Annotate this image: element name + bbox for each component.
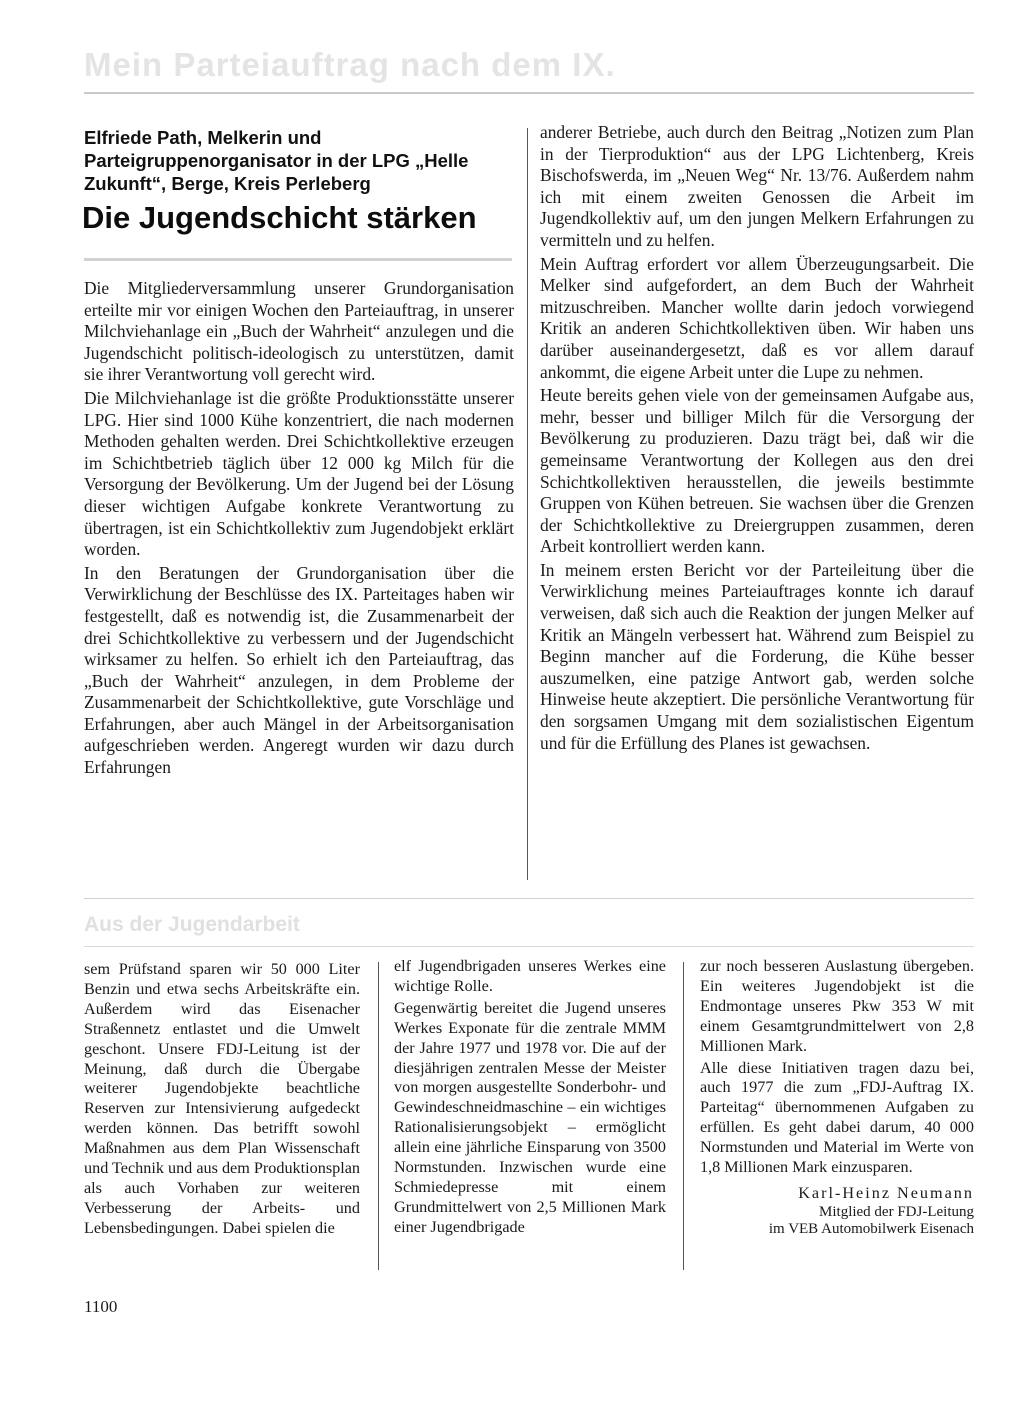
- header-divider: [84, 92, 974, 94]
- section-paragraph: elf Jugendbrigaden unseres Werkes eine wichtige Rolle.: [394, 957, 666, 995]
- section-column-1: [84, 960, 360, 1241]
- section-column-3: [700, 957, 974, 1238]
- section-title: Aus der Jugendarbeit: [84, 913, 300, 936]
- running-header-title: Mein Parteiauftrag nach dem IX.: [84, 46, 616, 83]
- article-author-line: Elfriede Path, Melkerin und Parteigruppenorganisator in der LPG „Helle Zukunft“, Berge, Kreis Perleberg: [84, 127, 469, 194]
- article-paragraph: Die Mitgliederversammlung unserer Grundorganisation erteilte mir vor einigen Wochen den Parteiauftrag, in unserer Milchviehanlage ein „Buch der Wahrheit“ anzulegen und die Jugendschicht politisch-ideologisch zu unterstützen, damit sie ihrer Verantwortung voll gerecht wird.: [84, 278, 514, 385]
- column-divider: [378, 962, 379, 1270]
- article-paragraph: Heute bereits gehen viele von der gemeinsamen Aufgabe aus, mehr, besser und billiger Milch für die Versorgung der Bevölkerung zu produzieren. Dazu trägt bei, daß wir die gemeinsame Verantwortung der Kollegen aus den drei Schichtkollektiven herausstellen, die jeweils bestimmte Gruppen von Kühen betreuen. Sie wachsen über die Grenzen der Schichtkollektive zu Dreiergruppen zusammen, deren Arbeit kontrolliert werden kann.: [540, 385, 974, 557]
- article-paragraph: Mein Auftrag erfordert vor allem Überzeugungsarbeit. Die Melker sind aufgefordert, an dem Buch der Wahrheit mitzuschreiben. Mancher wollte darin jedoch vorwiegend Kritik an anderen Schichtkollektiven üben. Wir haben uns darüber auseinandergesetzt, daß es vor allem darauf ankommt, die eigene Arbeit unter die Lupe zu nehmen.: [540, 253, 974, 382]
- article-paragraph: Die Milchviehanlage ist die größte Produktionsstätte unserer LPG. Hier sind 1000 Kühe konzentriert, die nach modernen Methoden gehalten werden. Drei Schichtkollektive erzeugen im Schichtbetrieb täglich über 12 000 kg Milch für die Versorgung der Bevölkerung. Um der Jugend bei der Lösung dieser wichtigen Aufgabe konkrete Verantwortung zu übertragen, ist ein Schichtkollektiv zum Jugendobjekt erklärt worden.: [84, 387, 514, 560]
- page-number: 1100: [84, 1297, 118, 1316]
- article-right-column: [540, 122, 974, 756]
- article-paragraph: In meinem ersten Bericht vor der Parteileitung über die Verwirklichung meines Parteiauftrages konnte ich darauf verweisen, daß sich auch die Reaktion der jungen Melker auf Kritik an Mängeln verbessert hat. Während zum Beispiel zu Beginn mancher auf die Forderung, die Kühe besser auszumelken, eine patzige Antwort gab, werden solche Hinweise heute akzeptiert. Die persönliche Verantwortung für den sorgsamen Umgang mit dem sozialistischen Eigentum und für die Erfüllung des Planes ist gewachsen.: [540, 559, 974, 753]
- section-paragraph: sem Prüfstand sparen wir 50 000 Liter Benzin und etwa sechs Arbeitskräfte ein. Außerdem wird das Eisenacher Straßennetz entlastet und die Umwelt geschont. Unsere FDJ-Leitung ist der Meinung, daß durch die Übergabe weiterer Jugendobjekte beachtliche Reserven zur Intensivierung aufgedeckt werden können. Das betrifft sowohl Maßnahmen aus dem Plan Wissenschaft und Technik und aus dem Produktionsplan als auch Vorhaben zur weiteren Verbesserung der Arbeits- und Lebensbedingungen. Dabei spielen die: [84, 960, 360, 1237]
- column-divider: [683, 962, 684, 1270]
- article-paragraph: anderer Betriebe, auch durch den Beitrag „Notizen zum Plan in der Tierproduktion“ aus der LPG Lichtenberg, Kreis Bischofswerda, im „Neuen Weg“ Nr. 13/76. Außerdem nahm ich mit einem zweiten Genossen die Arbeit im Jugendkollektiv auf, um den jungen Melkern Erfahrungen zu vermitteln und zu helfen.: [540, 122, 974, 250]
- article-left-column: [84, 278, 514, 781]
- headline-divider: [84, 258, 512, 261]
- section-divider: [84, 898, 974, 899]
- signature-role: im VEB Automobilwerk Eisenach: [768, 1220, 974, 1237]
- section-paragraph: Alle diese Initiativen tragen dazu bei, auch 1977 die zum „FDJ-Auftrag IX. Parteitag“ übernommenen Aufgaben zu erfüllen. Es geht dabei darum, 40 000 Normstunden und Material im Werte von 1,8 Millionen Mark einzusparen.: [700, 1058, 974, 1177]
- signature-name: Karl-Heinz Neumann: [798, 1183, 974, 1202]
- section-paragraph: Gegenwärtig bereitet die Jugend unseres Werkes Exponate für die zentrale MMM der Jahre 1977 und 1978 vor. Die auf der diesjährigen zentralen Messe der Meister von morgen ausgestellte Sonderbohr- und Gewindeschneidmaschine – ein wichtiges Rationalisierungsobjekt – ermöglicht allein eine jährliche Einsparung von 3500 Normstunden. Inzwischen wurde eine Schmiedepresse mit einem Grundmittelwert von 2,5 Millionen Mark einer Jugendbrigade: [394, 998, 666, 1236]
- section-title-underline: [84, 946, 974, 947]
- article-headline: Die Jugendschicht stärken: [82, 200, 477, 235]
- section-paragraph: zur noch besseren Auslastung übergeben. Ein weiteres Jugendobjekt ist die Endmontage unseres Pkw 353 W mit einem Gesamtgrundmittelwert von 2,8 Millionen Mark.: [700, 957, 974, 1055]
- signature-role: Mitglied der FDJ-Leitung: [819, 1203, 974, 1220]
- section-column-2: [394, 957, 666, 1240]
- article-paragraph: In den Beratungen der Grundorganisation über die Verwirklichung der Beschlüsse des IX. Parteitages haben wir festgestellt, daß es notwendig ist, die Zusammenarbeit der drei Schichtkollektive zu verbessern und der Jugendschicht wirksamer zu helfen. So erhielt ich den Parteiauftrag, das „Buch der Wahrheit“ anzulegen, in dem Probleme der Zusammenarbeit der Schichtkollektive, gute Vorschläge und Erfahrungen, aber auch Mängel in der Arbeitsorganisation aufgeschrieben werden. Angeregt wurden wir dazu durch Erfahrungen: [84, 562, 514, 778]
- column-divider: [527, 128, 528, 880]
